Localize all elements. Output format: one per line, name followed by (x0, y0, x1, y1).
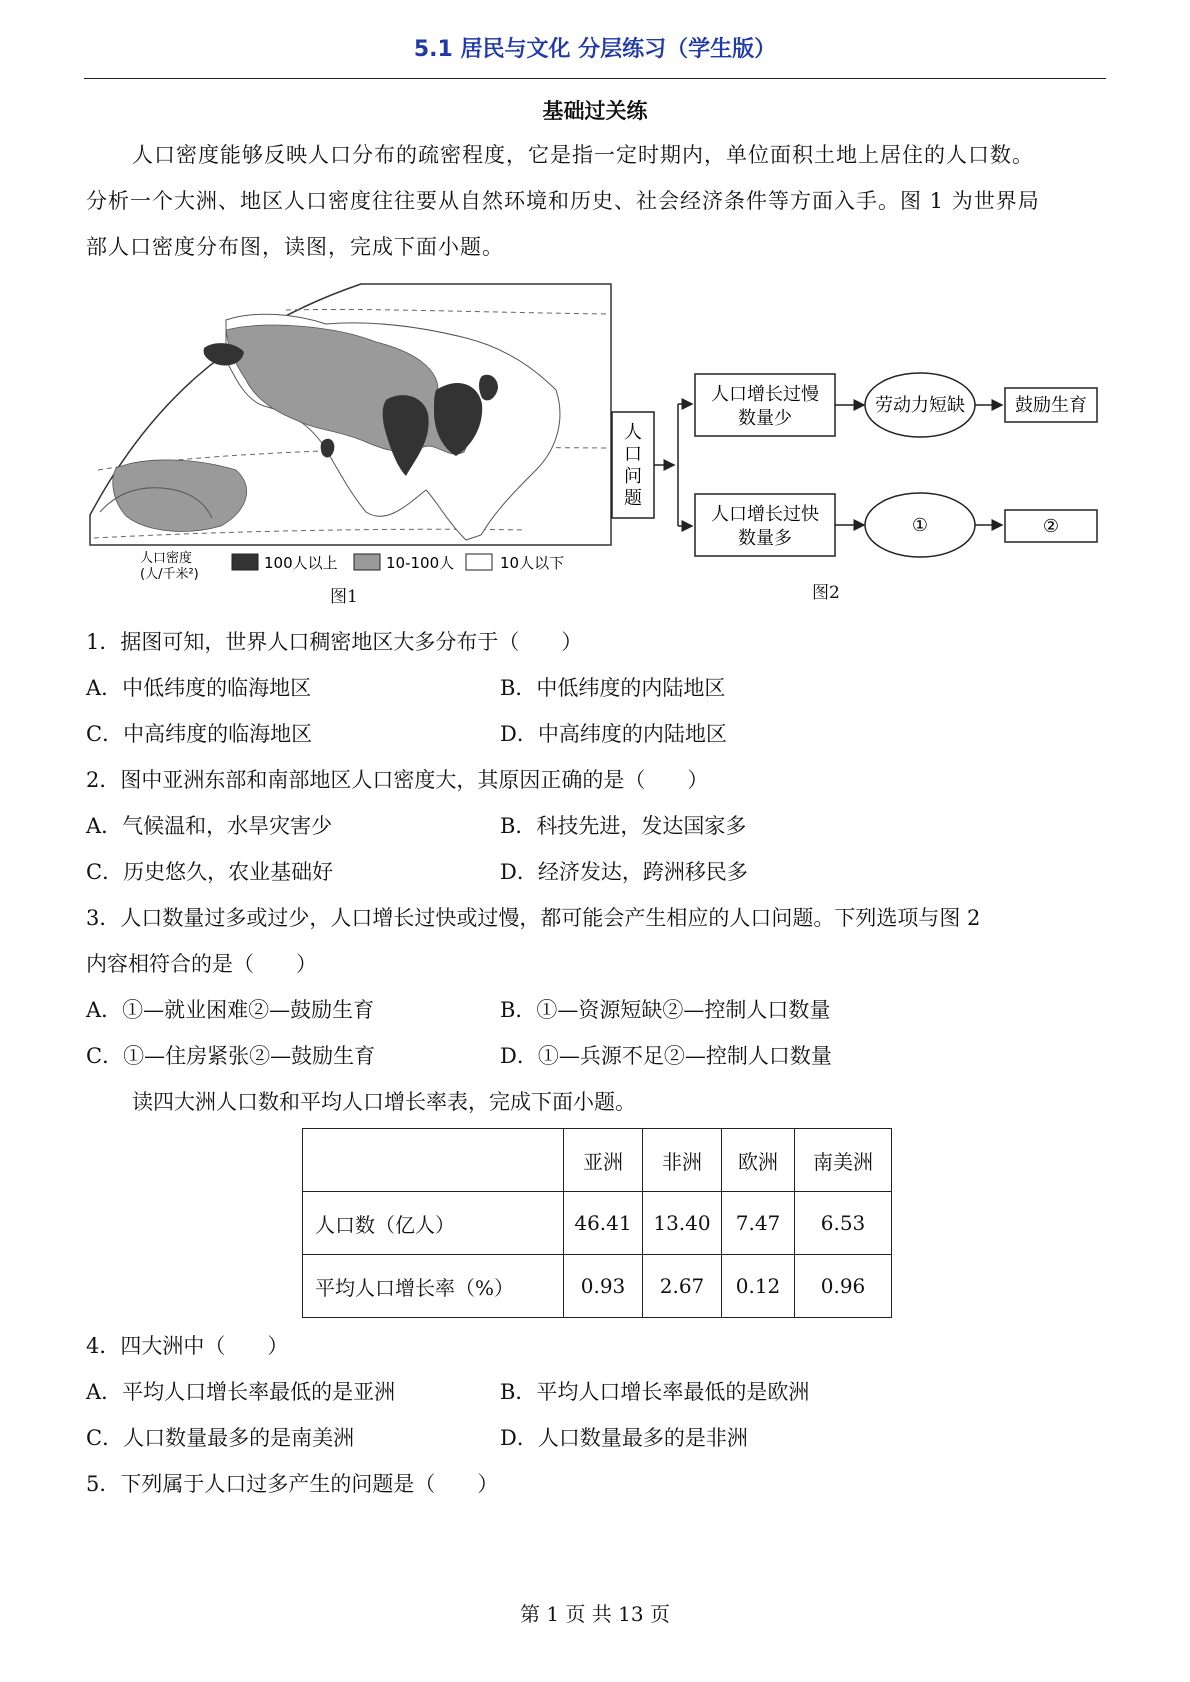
q4-option-c: C．人口数量最多的是南美洲 (86, 1426, 355, 1450)
legend-swatch-low (466, 554, 492, 570)
root-char-1: 人 (624, 422, 642, 443)
legend-label-high: 100人以上 (264, 554, 338, 572)
q2-option-c: C．历史悠久，农业基础好 (86, 860, 334, 884)
table-cell: 0.12 (722, 1255, 795, 1318)
q2-option-b: B．科技先进，发达国家多 (500, 814, 747, 838)
intro-line-3: 部人口密度分布图，读图，完成下面小题。 (86, 235, 504, 259)
figure2-caption: 图2 (812, 583, 840, 603)
table-header-cell: 欧洲 (722, 1129, 795, 1192)
table-intro: 读四大洲人口数和平均人口增长率表，完成下面小题。 (132, 1090, 636, 1114)
fast-growth-line-2: 数量多 (738, 528, 792, 549)
blank-1-label: ① (911, 515, 929, 536)
q1-option-b: B．中低纬度的内陆地区 (500, 676, 726, 700)
table-cell: 6.53 (795, 1192, 892, 1255)
intro-paragraph (86, 132, 1106, 270)
question-3-stem-line-2: 内容相符合的是（ ） (86, 952, 317, 976)
question-4-stem: 4．四大洲中（ ） (86, 1334, 289, 1358)
population-density-map (86, 280, 616, 580)
q2-option-d: D．经济发达，跨洲移民多 (500, 860, 748, 884)
root-char-4: 题 (624, 488, 642, 509)
q3-option-b: B．①—资源短缺②—控制人口数量 (500, 998, 831, 1022)
table-cell: 0.93 (564, 1255, 643, 1318)
table-header-cell: 南美洲 (795, 1129, 892, 1192)
intro-line-2: 分析一个大洲、地区人口密度往往要从自然环境和历史、社会经济条件等方面入手。图 1 为世界局 (86, 189, 1040, 213)
table-cell: 7.47 (722, 1192, 795, 1255)
q3-option-a: A．①—就业困难②—鼓励生育 (86, 998, 375, 1022)
q3-option-c: C．①—住房紧张②—鼓励生育 (86, 1044, 376, 1068)
medium-density-region (113, 460, 247, 532)
header-divider (84, 78, 1106, 79)
table-cell: 0.96 (795, 1255, 892, 1318)
table-header-cell: 非洲 (643, 1129, 722, 1192)
document-title: 5.1 居民与文化 分层练习（学生版） (413, 37, 777, 62)
legend-swatch-high (232, 554, 258, 570)
legend-label-mid: 10-100人 (386, 554, 455, 572)
question-3-stem-line-1: 3．人口数量过多或过少，人口增长过快或过慢，都可能会产生相应的人口问题。下列选项与图 2 (86, 906, 981, 930)
table-row-label: 平均人口增长率（%） (303, 1255, 564, 1318)
legend-title-2: (人/千米²) (140, 567, 199, 582)
page-footer: 第 1 页 共 13 页 (520, 1602, 670, 1626)
table-row-label: 人口数（亿人） (303, 1192, 564, 1255)
root-char-3: 问 (624, 466, 642, 487)
legend-swatch-mid (354, 554, 380, 570)
continent-population-table (302, 1128, 892, 1318)
fast-growth-line-1: 人口增长过快 (711, 504, 819, 525)
legend-label-low: 10人以下 (500, 554, 565, 572)
map-legend (140, 548, 580, 594)
figure1-caption: 图1 (330, 587, 358, 607)
encourage-births-label: 鼓励生育 (1015, 395, 1087, 416)
table-header-cell (303, 1129, 564, 1192)
legend-title-1: 人口密度 (140, 551, 193, 566)
question-5-stem: 5．下列属于人口过多产生的问题是（ ） (86, 1472, 499, 1496)
q1-option-a: A．中低纬度的临海地区 (86, 676, 312, 700)
q1-option-c: C．中高纬度的临海地区 (86, 722, 313, 746)
question-2-stem: 2．图中亚洲东部和南部地区人口密度大，其原因正确的是（ ） (86, 768, 709, 792)
blank-2-label: ② (1042, 516, 1060, 537)
table-header-cell: 亚洲 (564, 1129, 643, 1192)
section-title: 基础过关练 (542, 99, 648, 123)
q4-option-d: D．人口数量最多的是非洲 (500, 1426, 748, 1450)
q1-option-d: D．中高纬度的内陆地区 (500, 722, 727, 746)
q2-option-a: A．气候温和，水旱灾害少 (86, 814, 333, 838)
table-cell: 46.41 (564, 1192, 643, 1255)
table-row (303, 1255, 892, 1318)
question-1-stem: 1．据图可知，世界人口稠密地区大多分布于（ ） (86, 630, 583, 654)
q4-option-b: B．平均人口增长率最低的是欧洲 (500, 1380, 810, 1404)
q4-option-a: A．平均人口增长率最低的是亚洲 (86, 1380, 396, 1404)
table-cell: 13.40 (643, 1192, 722, 1255)
table-row (303, 1192, 892, 1255)
table-cell: 2.67 (643, 1255, 722, 1318)
root-char-2: 口 (624, 444, 642, 465)
slow-growth-line-1: 人口增长过慢 (711, 384, 819, 405)
table-header-row (303, 1129, 892, 1192)
population-problem-flowchart (610, 360, 1110, 580)
intro-line-1: 人口密度能够反映人口分布的疏密程度，它是指一定时期内，单位面积土地上居住的人口数。 (132, 143, 1034, 167)
slow-growth-line-2: 数量少 (738, 408, 792, 429)
q3-option-d: D．①—兵源不足②—控制人口数量 (500, 1044, 832, 1068)
labor-shortage-label: 劳动力短缺 (875, 395, 965, 416)
